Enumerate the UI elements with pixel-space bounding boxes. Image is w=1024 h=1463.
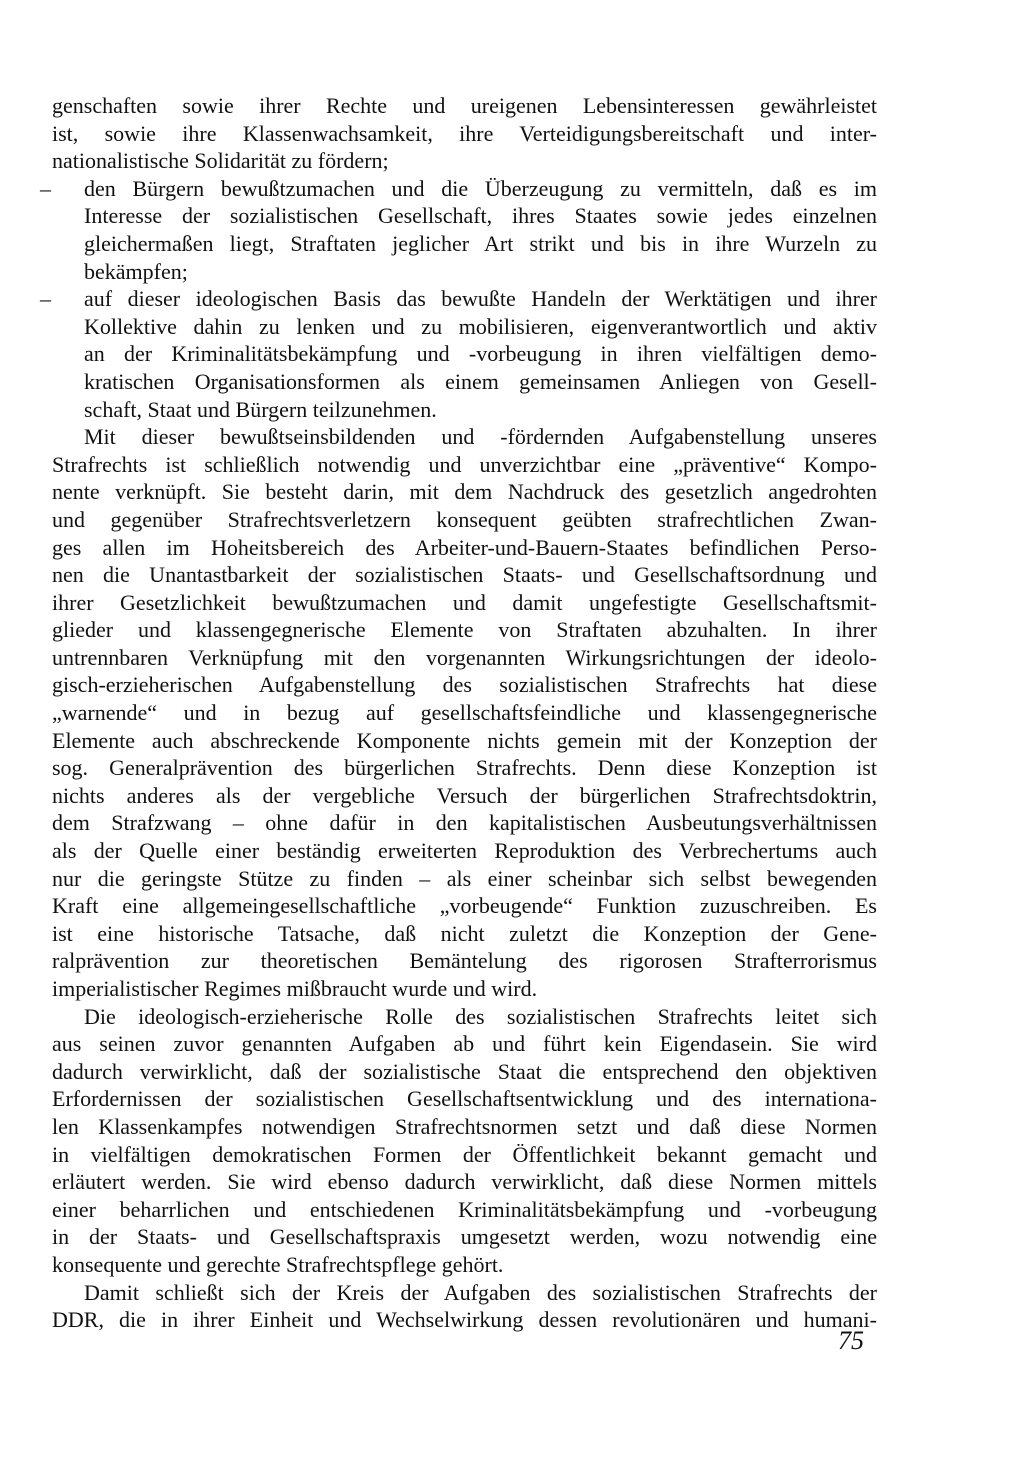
text-line [52, 340, 877, 368]
text-line [52, 92, 877, 120]
text-line [52, 478, 877, 506]
line-text: konsequente und gerechte Strafrechtspflege gehört. [52, 1251, 504, 1277]
line-text: ihrer Gesetzlichkeit bewußtzumachen und damit ungefestigte Gesellschaftsmit- [52, 589, 877, 615]
text-line [52, 782, 877, 810]
paragraph [52, 1003, 877, 1279]
line-text: nur die geringste Stütze zu finden – als einer scheinbar sich selbst bewegenden [52, 865, 877, 891]
line-text: und gegenüber Strafrechtsverletzern konsequent geübten strafrechtlichen Zwan- [52, 506, 877, 532]
line-text: gleichermaßen liegt, Straftaten jeglicher Art strikt und bis in ihre Wurzeln zu [84, 230, 877, 256]
text-line [52, 644, 877, 672]
line-text: erläutert werden. Sie wird ebenso dadurch verwirklicht, daß diese Normen mittels [52, 1169, 877, 1195]
line-text: Strafrechts ist schließlich notwendig und unverzichtbar eine „präventive“ Kompo- [52, 451, 877, 477]
line-text: nen die Unantastbarkeit der sozialistischen Staats- und Gesellschaftsordnung und [52, 562, 877, 588]
bullet-item [40, 285, 877, 423]
line-text: ist eine historische Tatsache, daß nicht zuletzt die Konzeption der Gene- [52, 920, 877, 946]
line-text: „warnende“ und in bezug auf gesellschaftsfeindliche und klassengegnerische [52, 700, 877, 726]
line-text: Damit schließt sich der Kreis der Aufgaben des sozialistischen Strafrechts der [84, 1279, 877, 1305]
text-line [52, 147, 877, 175]
line-text: als der Quelle einer beständig erweiterten Reproduktion des Verbrechertums auch [52, 838, 877, 864]
text-line [52, 1113, 877, 1141]
text-line [52, 754, 877, 782]
text-line [52, 230, 877, 258]
line-text: len Klassenkampfes notwendigen Strafrechtsnormen setzt und daß diese Normen [52, 1113, 877, 1139]
text-line [52, 313, 877, 341]
text-line [52, 589, 877, 617]
text-line [52, 920, 877, 948]
line-text: nationalistische Solidarität zu fördern; [52, 148, 389, 174]
text-line [52, 1279, 877, 1307]
line-text: DDR, die in ihrer Einheit und Wechselwirkung dessen revolutionären und humani- [52, 1307, 877, 1333]
line-text: nichts anderes als der vergebliche Versuch der bürgerlichen Strafrechtsdoktrin, [52, 782, 877, 808]
text-line [52, 1141, 877, 1169]
line-text: in der Staats- und Gesellschaftspraxis umgesetzt werden, wozu notwendig eine [52, 1224, 877, 1250]
text-line [52, 1058, 877, 1086]
text-line [52, 1251, 877, 1279]
line-text: dem Strafzwang – ohne dafür in den kapitalistischen Ausbeutungsverhältnissen [52, 810, 877, 836]
text-line [40, 285, 877, 313]
text-line [52, 258, 877, 286]
line-text: einer beharrlichen und entschiedenen Kriminalitätsbekämpfung und -vorbeugung [52, 1196, 877, 1222]
line-text: glieder und klassengegnerische Elemente von Straftaten abzuhalten. In ihrer [52, 617, 877, 643]
page-number: 75 [838, 1326, 864, 1355]
text-line [52, 975, 877, 1003]
text-line [52, 1306, 877, 1334]
line-text: untrennbaren Verknüpfung mit den vorgenannten Wirkungsrichtungen der ideolo- [52, 644, 877, 670]
text-line [52, 1196, 877, 1224]
text-line [52, 1085, 877, 1113]
text-line [52, 534, 877, 562]
line-text: den Bürgern bewußtzumachen und die Überzeugung zu vermitteln, daß es im [84, 175, 877, 201]
line-text: auf dieser ideologischen Basis das bewußte Handeln der Werktätigen und ihrer [84, 286, 877, 312]
text-line [52, 616, 877, 644]
bullet-item [40, 175, 877, 285]
text-line [40, 175, 877, 203]
text-line [52, 892, 877, 920]
text-line [52, 202, 877, 230]
paragraph [52, 423, 877, 1002]
line-text: Mit dieser bewußtseinsbildenden und -fördernden Aufgabenstellung unseres [84, 424, 877, 450]
text-line [52, 506, 877, 534]
line-text: ralprävention zur theoretischen Bemäntelung des rigorosen Strafterrorismus [52, 948, 877, 974]
line-text: Kollektive dahin zu lenken und zu mobilisieren, eigenverantwortlich und aktiv [84, 313, 877, 339]
text-line [52, 699, 877, 727]
line-text: schaft, Staat und Bürgern teilzunehmen. [84, 396, 437, 422]
text-line [52, 423, 877, 451]
line-text: imperialistischer Regimes mißbraucht wurde und wird. [52, 976, 538, 1001]
line-text: Erfordernissen der sozialistischen Gesellschaftsentwicklung und des internationa- [52, 1086, 877, 1112]
line-text: ges allen im Hoheitsbereich des Arbeiter-und-Bauern-Staates befindlichen Perso- [52, 534, 877, 560]
line-text: Kraft eine allgemeingesellschaftliche „vorbeugende“ Funktion zuzuschreiben. Es [52, 893, 877, 919]
text-line [52, 1223, 877, 1251]
line-text: Elemente auch abschreckende Komponente nichts gemein mit der Konzeption der [52, 727, 877, 753]
line-text: aus seinen zuvor genannten Aufgaben ab und führt kein Eigendasein. Sie wird [52, 1031, 877, 1057]
text-line [52, 727, 877, 755]
text-line [52, 1168, 877, 1196]
text-line [52, 947, 877, 975]
line-text: bekämpfen; [84, 258, 188, 284]
text-line [52, 396, 877, 424]
text-line [52, 368, 877, 396]
text-line [52, 1030, 877, 1058]
line-text: Die ideologisch-erzieherische Rolle des sozialistischen Strafrechts leitet sich [84, 1003, 877, 1029]
text-line [52, 451, 877, 479]
line-text: in vielfältigen demokratischen Formen der Öffentlichkeit bekannt gemacht und [52, 1141, 877, 1167]
text-line [52, 809, 877, 837]
line-text: Interesse der sozialistischen Gesellschaft, ihres Staates sowie jedes einzelnen [84, 203, 877, 229]
line-text: gisch-erzieherischen Aufgabenstellung des sozialistischen Strafrechts hat diese [52, 672, 877, 698]
text-line [52, 837, 877, 865]
line-text: dadurch verwirklicht, daß der sozialistische Staat die entsprechend den objektiven [52, 1058, 877, 1084]
line-text: kratischen Organisationsformen als einem gemeinsamen Anliegen von Gesell- [84, 368, 877, 394]
paragraph [52, 1279, 877, 1334]
text-line [52, 1003, 877, 1031]
line-text: ist, sowie ihre Klassenwachsamkeit, ihre Verteidigungsbereitschaft und inter- [52, 120, 877, 146]
line-text: nente verknüpft. Sie besteht darin, mit dem Nachdruck des gesetzlich angedrohten [52, 479, 877, 505]
paragraph-continuation [52, 92, 877, 175]
bullet-dash: – [40, 175, 51, 201]
line-text: an der Kriminalitätsbekämpfung und -vorbeugung in ihren vielfältigen demo- [84, 341, 877, 367]
text-line [52, 865, 877, 893]
line-text: sog. Generalprävention des bürgerlichen Strafrechts. Denn diese Konzeption ist [52, 755, 877, 781]
text-line [52, 120, 877, 148]
bullet-dash: – [40, 286, 51, 312]
body-text [40, 92, 877, 1334]
text-line [52, 561, 877, 589]
text-line [52, 671, 877, 699]
line-text: genschaften sowie ihrer Rechte und ureigenen Lebensinteressen gewährleistet [52, 93, 877, 118]
